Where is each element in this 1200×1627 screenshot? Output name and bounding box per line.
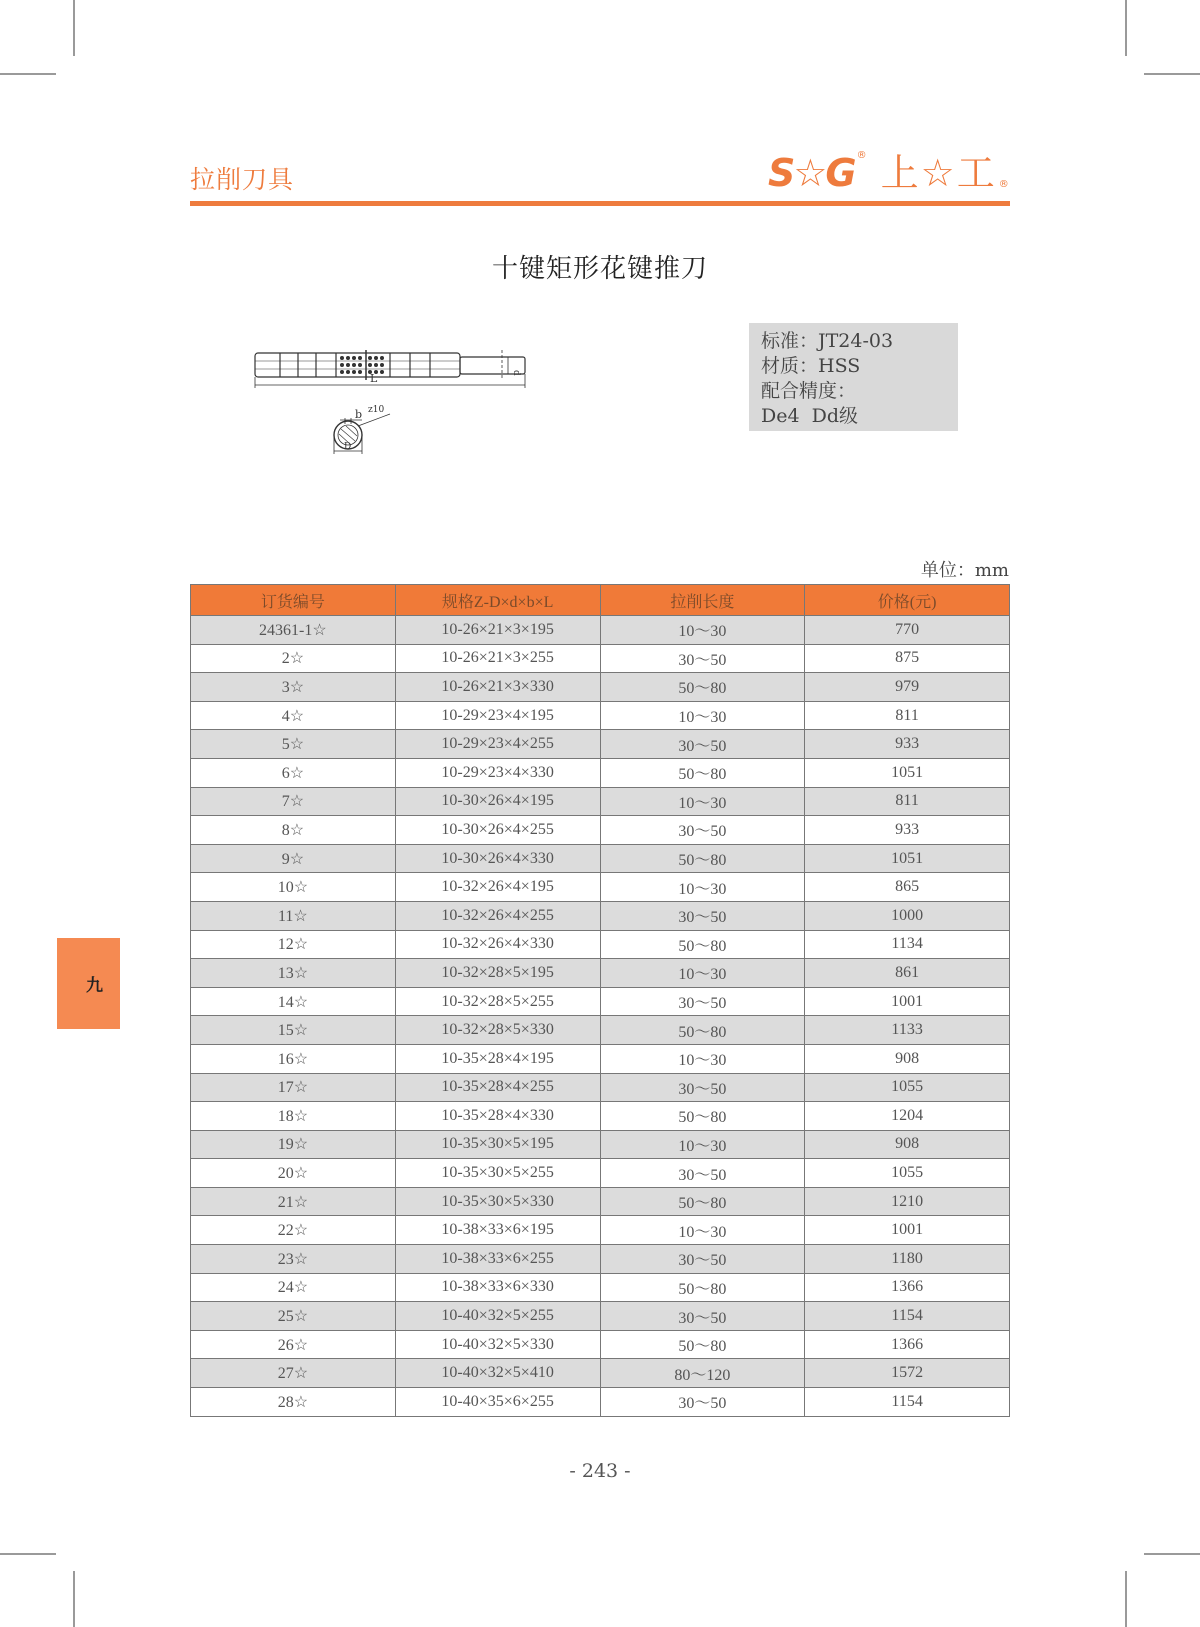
spec-cell: 10-32×28×5×255 bbox=[395, 987, 600, 1016]
crop-mark bbox=[1144, 73, 1200, 75]
order-code-cell: 27☆ bbox=[191, 1359, 396, 1388]
table-row bbox=[191, 1130, 1010, 1159]
price-cell: 1051 bbox=[805, 758, 1010, 787]
table-row bbox=[191, 673, 1010, 702]
crop-mark bbox=[1144, 1553, 1200, 1555]
registered-mark: ® bbox=[998, 179, 1009, 190]
price-cell: 1210 bbox=[805, 1187, 1010, 1216]
price-cell: 1133 bbox=[805, 1016, 1010, 1045]
table-row bbox=[191, 1016, 1010, 1045]
table-row bbox=[191, 1330, 1010, 1359]
spec-cell: 10-30×26×4×255 bbox=[395, 816, 600, 845]
spec-cell: 10-40×35×6×255 bbox=[395, 1388, 600, 1417]
broach-length-cell: 10～30 bbox=[600, 1044, 805, 1073]
material-value: HSS bbox=[818, 355, 861, 377]
spec-cell: 10-35×28×4×195 bbox=[395, 1044, 600, 1073]
order-code-cell: 26☆ bbox=[191, 1330, 396, 1359]
dimension-label-length: L bbox=[370, 372, 378, 385]
table-row bbox=[191, 1073, 1010, 1102]
crop-mark bbox=[1125, 0, 1127, 56]
brand-logo bbox=[768, 150, 1009, 195]
broach-length-cell: 50～80 bbox=[600, 1102, 805, 1131]
price-cell: 908 bbox=[805, 1130, 1010, 1159]
dimension-label-key-count: z10 bbox=[368, 405, 385, 415]
broach-length-cell: 10～30 bbox=[600, 701, 805, 730]
crop-mark bbox=[1125, 1571, 1127, 1627]
price-cell: 1000 bbox=[805, 901, 1010, 930]
order-code-cell: 7☆ bbox=[191, 787, 396, 816]
price-cell: 770 bbox=[805, 616, 1010, 645]
price-cell: 1180 bbox=[805, 1245, 1010, 1274]
table-row bbox=[191, 959, 1010, 988]
order-code-cell: 6☆ bbox=[191, 758, 396, 787]
order-code-cell: 19☆ bbox=[191, 1130, 396, 1159]
dimension-label-key-width: b bbox=[355, 408, 363, 421]
order-code-cell: 21☆ bbox=[191, 1187, 396, 1216]
page-title: 十键矩形花键推刀 bbox=[491, 254, 708, 284]
header-divider bbox=[190, 201, 1010, 206]
price-cell: 1154 bbox=[805, 1302, 1010, 1331]
order-code-cell: 12☆ bbox=[191, 930, 396, 959]
fit-line bbox=[761, 379, 946, 429]
price-cell: 1366 bbox=[805, 1330, 1010, 1359]
order-code-cell: 8☆ bbox=[191, 816, 396, 845]
spec-cell: 10-38×33×6×195 bbox=[395, 1216, 600, 1245]
table-row bbox=[191, 1216, 1010, 1245]
broach-length-cell: 10～30 bbox=[600, 787, 805, 816]
table-row bbox=[191, 701, 1010, 730]
broach-length-cell: 10～30 bbox=[600, 616, 805, 645]
broach-length-cell: 50～80 bbox=[600, 930, 805, 959]
table-row bbox=[191, 1187, 1010, 1216]
order-code-cell: 17☆ bbox=[191, 1073, 396, 1102]
order-code-cell: 11☆ bbox=[191, 901, 396, 930]
order-code-cell: 24☆ bbox=[191, 1273, 396, 1302]
order-code-cell: 16☆ bbox=[191, 1044, 396, 1073]
price-cell: 1204 bbox=[805, 1102, 1010, 1131]
price-cell: 1572 bbox=[805, 1359, 1010, 1388]
table-row bbox=[191, 1044, 1010, 1073]
spec-cell: 10-35×30×5×255 bbox=[395, 1159, 600, 1188]
chapter-tab bbox=[57, 938, 120, 1029]
table-row bbox=[191, 844, 1010, 873]
spec-cell: 10-32×26×4×195 bbox=[395, 873, 600, 902]
spec-cell: 10-32×26×4×255 bbox=[395, 901, 600, 930]
price-cell: 861 bbox=[805, 959, 1010, 988]
order-code-cell: 23☆ bbox=[191, 1245, 396, 1274]
spec-info-box bbox=[749, 323, 958, 431]
order-code-cell: 4☆ bbox=[191, 701, 396, 730]
broach-length-cell: 30～50 bbox=[600, 1245, 805, 1274]
broach-length-cell: 10～30 bbox=[600, 873, 805, 902]
price-cell: 933 bbox=[805, 816, 1010, 845]
spec-cell: 10-26×21×3×255 bbox=[395, 644, 600, 673]
crop-mark bbox=[73, 0, 75, 56]
table-row bbox=[191, 1359, 1010, 1388]
broach-length-cell: 30～50 bbox=[600, 901, 805, 930]
order-code-cell: 24361-1☆ bbox=[191, 616, 396, 645]
table-row bbox=[191, 816, 1010, 845]
table-row bbox=[191, 930, 1010, 959]
price-cell: 1366 bbox=[805, 1273, 1010, 1302]
spec-cell: 10-29×23×4×255 bbox=[395, 730, 600, 759]
broach-length-cell: 30～50 bbox=[600, 816, 805, 845]
spec-cell: 10-26×21×3×195 bbox=[395, 616, 600, 645]
logo-latin: S☆G bbox=[768, 151, 855, 195]
price-cell: 933 bbox=[805, 730, 1010, 759]
order-code-cell: 10☆ bbox=[191, 873, 396, 902]
column-header-broach-length: 拉削长度 bbox=[600, 585, 805, 616]
table-row bbox=[191, 1273, 1010, 1302]
table-header-row bbox=[191, 585, 1010, 616]
order-code-cell: 15☆ bbox=[191, 1016, 396, 1045]
spec-cell: 10-35×30×5×195 bbox=[395, 1130, 600, 1159]
logo-chinese: 上☆工 bbox=[880, 151, 997, 195]
table-row bbox=[191, 616, 1010, 645]
price-cell: 1001 bbox=[805, 1216, 1010, 1245]
broach-length-cell: 50～80 bbox=[600, 1330, 805, 1359]
price-cell: 865 bbox=[805, 873, 1010, 902]
registered-mark: ® bbox=[856, 150, 867, 161]
price-cell: 1055 bbox=[805, 1073, 1010, 1102]
spec-cell: 10-32×26×4×330 bbox=[395, 930, 600, 959]
table-row bbox=[191, 1388, 1010, 1417]
table-row bbox=[191, 758, 1010, 787]
table-row bbox=[191, 901, 1010, 930]
order-code-cell: 9☆ bbox=[191, 844, 396, 873]
broach-length-cell: 50～80 bbox=[600, 758, 805, 787]
broach-length-cell: 30～50 bbox=[600, 1388, 805, 1417]
material-label: 材质： bbox=[761, 355, 819, 377]
table-row bbox=[191, 987, 1010, 1016]
spec-cell: 10-38×33×6×330 bbox=[395, 1273, 600, 1302]
broach-length-cell: 30～50 bbox=[600, 730, 805, 759]
spec-cell: 10-35×30×5×330 bbox=[395, 1187, 600, 1216]
price-cell: 1154 bbox=[805, 1388, 1010, 1417]
spec-cell: 10-26×21×3×330 bbox=[395, 673, 600, 702]
fit-value: De4 Dd级 bbox=[761, 405, 859, 427]
dimension-label-outer-diameter: D bbox=[344, 442, 352, 452]
order-code-cell: 28☆ bbox=[191, 1388, 396, 1417]
unit-label: 单位：mm bbox=[920, 560, 1009, 581]
spec-cell: 10-40×32×5×410 bbox=[395, 1359, 600, 1388]
spec-cell: 10-38×33×6×255 bbox=[395, 1245, 600, 1274]
price-cell: 1001 bbox=[805, 987, 1010, 1016]
broach-length-cell: 50～80 bbox=[600, 1016, 805, 1045]
broach-length-cell: 50～80 bbox=[600, 844, 805, 873]
table-row bbox=[191, 730, 1010, 759]
price-cell: 1051 bbox=[805, 844, 1010, 873]
standard-line bbox=[761, 329, 946, 354]
standard-label: 标准： bbox=[761, 330, 819, 352]
spec-cell: 10-32×28×5×195 bbox=[395, 959, 600, 988]
order-code-cell: 5☆ bbox=[191, 730, 396, 759]
table-row bbox=[191, 1159, 1010, 1188]
crop-mark bbox=[73, 1571, 75, 1627]
price-cell: 1055 bbox=[805, 1159, 1010, 1188]
crop-mark bbox=[0, 73, 56, 75]
spec-cell: 10-40×32×5×330 bbox=[395, 1330, 600, 1359]
price-cell: 875 bbox=[805, 644, 1010, 673]
order-code-cell: 22☆ bbox=[191, 1216, 396, 1245]
spec-cell: 10-40×32×5×255 bbox=[395, 1302, 600, 1331]
price-cell: 811 bbox=[805, 701, 1010, 730]
table-row bbox=[191, 1302, 1010, 1331]
material-line bbox=[761, 354, 946, 379]
crop-mark bbox=[0, 1553, 56, 1555]
broach-length-cell: 30～50 bbox=[600, 644, 805, 673]
spec-cell: 10-32×28×5×330 bbox=[395, 1016, 600, 1045]
spec-cell: 10-29×23×4×195 bbox=[395, 701, 600, 730]
dimension-label-shank: d bbox=[511, 370, 521, 376]
fit-label: 配合精度： bbox=[761, 380, 857, 402]
spec-cell: 10-29×23×4×330 bbox=[395, 758, 600, 787]
spec-cell: 10-35×28×4×330 bbox=[395, 1102, 600, 1131]
chapter-label: 九 bbox=[86, 976, 103, 996]
table-row bbox=[191, 873, 1010, 902]
broach-length-cell: 50～80 bbox=[600, 1187, 805, 1216]
order-code-cell: 13☆ bbox=[191, 959, 396, 988]
price-cell: 1134 bbox=[805, 930, 1010, 959]
broach-length-cell: 10～30 bbox=[600, 1130, 805, 1159]
column-header-order-code: 订货编号 bbox=[191, 585, 396, 616]
column-header-price: 价格(元) bbox=[805, 585, 1010, 616]
table-row bbox=[191, 787, 1010, 816]
table-row bbox=[191, 1245, 1010, 1274]
order-code-cell: 2☆ bbox=[191, 644, 396, 673]
broach-length-cell: 30～50 bbox=[600, 1159, 805, 1188]
spec-cell: 10-30×26×4×330 bbox=[395, 844, 600, 873]
spec-cell: 10-30×26×4×195 bbox=[395, 787, 600, 816]
broach-length-cell: 10～30 bbox=[600, 1216, 805, 1245]
price-cell: 811 bbox=[805, 787, 1010, 816]
broach-length-cell: 10～30 bbox=[600, 959, 805, 988]
order-code-cell: 14☆ bbox=[191, 987, 396, 1016]
table-row bbox=[191, 1102, 1010, 1131]
price-cell: 979 bbox=[805, 673, 1010, 702]
broach-length-cell: 30～50 bbox=[600, 987, 805, 1016]
order-code-cell: 3☆ bbox=[191, 673, 396, 702]
page-number: - 243 - bbox=[569, 1460, 631, 1482]
order-code-cell: 18☆ bbox=[191, 1102, 396, 1131]
broach-length-cell: 30～50 bbox=[600, 1073, 805, 1102]
standard-value: JT24-03 bbox=[818, 330, 894, 352]
broach-length-cell: 80～120 bbox=[600, 1359, 805, 1388]
column-header-spec: 规格Z-D×d×b×L bbox=[395, 585, 600, 616]
product-table bbox=[190, 584, 1010, 1417]
broach-length-cell: 30～50 bbox=[600, 1302, 805, 1331]
section-title: 拉削刀具 bbox=[190, 165, 295, 194]
order-code-cell: 25☆ bbox=[191, 1302, 396, 1331]
broach-drawing bbox=[240, 330, 540, 480]
order-code-cell: 20☆ bbox=[191, 1159, 396, 1188]
spec-cell: 10-35×28×4×255 bbox=[395, 1073, 600, 1102]
price-cell: 908 bbox=[805, 1044, 1010, 1073]
broach-length-cell: 50～80 bbox=[600, 673, 805, 702]
broach-length-cell: 50～80 bbox=[600, 1273, 805, 1302]
table-row bbox=[191, 644, 1010, 673]
